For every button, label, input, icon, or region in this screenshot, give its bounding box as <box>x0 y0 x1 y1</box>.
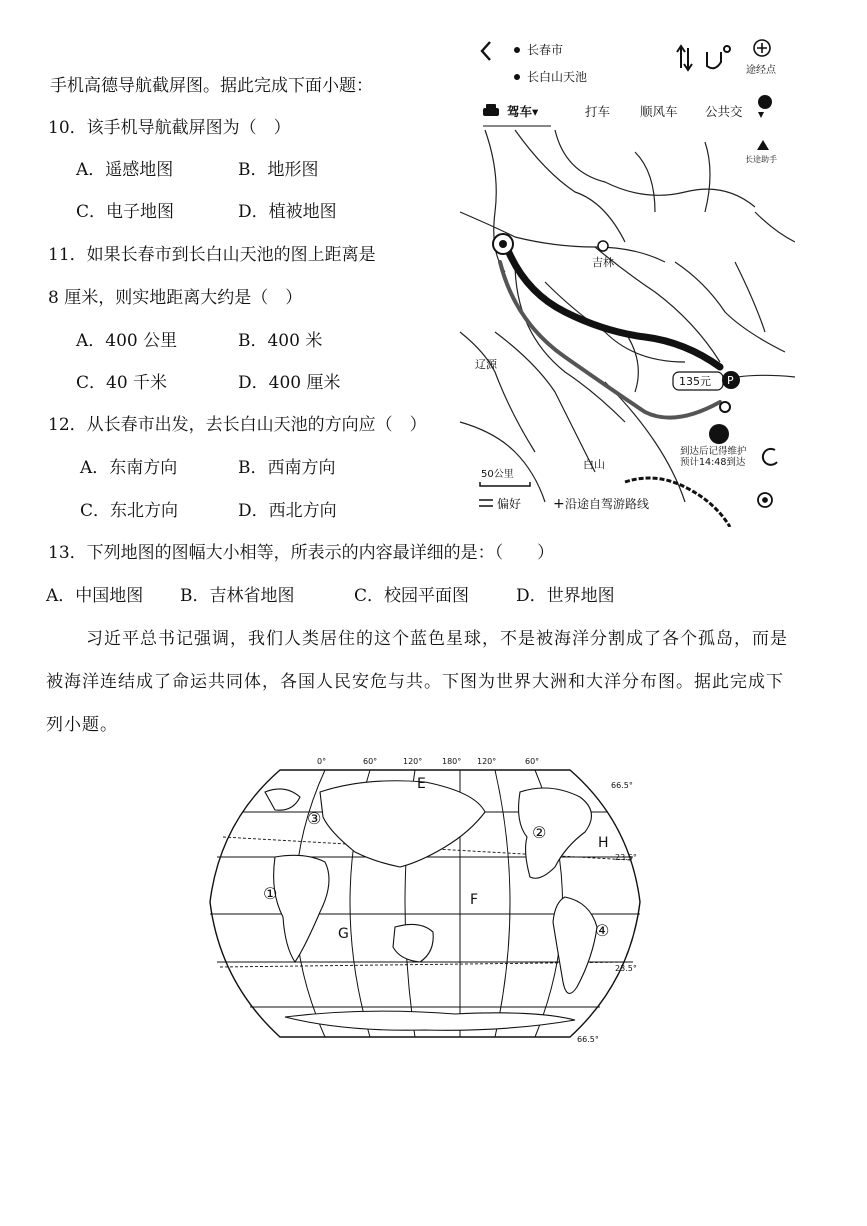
locate-icon[interactable] <box>758 493 772 507</box>
destination-label[interactable]: 长白山天池 <box>527 70 588 84</box>
question-11-stem-line2: 8 厘米，则实地距离大约是（ ） <box>48 288 303 308</box>
q13-option-a[interactable]: A．中国地图 <box>46 586 144 606</box>
passage-line3: 列小题。 <box>46 715 118 735</box>
lat-label-66s: 66.5° <box>577 1035 599 1044</box>
tab-transit[interactable]: 公共交 <box>705 104 743 119</box>
tab-taxi[interactable]: 打车 <box>585 104 611 119</box>
destination-dot-icon <box>514 74 520 80</box>
arrival-line2: 预计14:48到达 <box>680 457 746 468</box>
passage-line1: 习近平总书记强调，我们人类居住的这个蓝色星球，不是被海洋分割成了各个孤岛，而是 <box>86 629 788 649</box>
lat-label-23n: 23.5° <box>615 853 637 862</box>
tab-carpool[interactable]: 顺风车 <box>640 104 678 119</box>
toll-label: 135元 <box>679 375 711 388</box>
q12-option-c[interactable]: C．东北方向 <box>80 501 179 521</box>
baishan-label: 白山 <box>583 458 605 471</box>
city-jilin-label: 吉林 <box>592 256 614 269</box>
origin-pin-icon <box>493 234 513 254</box>
navigation-screenshot <box>455 32 795 527</box>
lon-label-120w: 120° <box>477 757 497 766</box>
assistant-icon[interactable] <box>757 140 769 150</box>
city-liaoyuan-label: 辽源 <box>475 358 497 371</box>
car-icon <box>483 104 499 116</box>
scale-label: 50公里 <box>481 469 514 480</box>
lon-label-180: 180° <box>442 757 462 766</box>
lat-label-23s: 23.5° <box>615 964 637 973</box>
lon-label-60: 60° <box>363 757 378 766</box>
q12-option-b[interactable]: B．西南方向 <box>238 458 336 478</box>
svg-text:P: P <box>727 374 734 387</box>
q11-option-b[interactable]: B．400 米 <box>238 331 323 351</box>
add-waypoint-icon[interactable] <box>754 40 770 56</box>
refresh-icon[interactable] <box>763 449 777 465</box>
intro-text: 手机高德导航截屏图。据此完成下面小题： <box>50 76 373 96</box>
lat-label-66n: 66.5° <box>611 781 633 790</box>
tab-drive[interactable]: 驾车▾ <box>507 104 539 119</box>
q13-option-c[interactable]: C．校园平面图 <box>354 586 470 606</box>
preference-icon[interactable] <box>479 500 493 506</box>
continent-number-1: ① <box>263 884 278 903</box>
lon-label-0: 0° <box>317 757 327 766</box>
origin-label[interactable]: 长春市 <box>527 43 564 57</box>
scale-bar <box>480 482 530 486</box>
parking-pin-icon <box>722 371 740 389</box>
question-12-stem: 12．从长春市出发，去长白山天池的方向应（ ） <box>48 415 427 435</box>
q11-option-a[interactable]: A．400 公里 <box>76 331 178 351</box>
destination-pin-icon <box>720 402 730 412</box>
arrival-line1: 到达后记得维护 <box>680 446 747 457</box>
q11-option-d[interactable]: D．400 厘米 <box>238 373 341 393</box>
question-11-stem-line1: 11．如果长春市到长白山天池的图上距离是 <box>48 245 376 265</box>
q10-option-b[interactable]: B．地形图 <box>238 160 319 180</box>
lon-label-60w: 60° <box>525 757 540 766</box>
voice-icon[interactable] <box>707 46 730 68</box>
scenic-route-button[interactable]: 沿途自驾游路线 <box>565 497 650 511</box>
q10-option-d[interactable]: D．植被地图 <box>238 202 337 222</box>
question-13-stem: 13．下列地图的图幅大小相等，所表示的内容最详细的是：（ ） <box>48 543 555 563</box>
swap-icon[interactable] <box>677 46 692 70</box>
arrival-avatar-icon <box>709 424 729 444</box>
continent-number-4: ④ <box>595 921 610 940</box>
q12-option-a[interactable]: A．东南方向 <box>80 458 178 478</box>
ocean-label-h: H <box>598 835 609 851</box>
back-arrow-icon[interactable] <box>482 42 490 60</box>
scenic-plus-icon[interactable]: + <box>553 496 565 512</box>
city-jilin-marker <box>598 241 608 251</box>
q13-option-b[interactable]: B．吉林省地图 <box>180 586 295 606</box>
q10-option-c[interactable]: C．电子地图 <box>76 202 175 222</box>
continent-number-2: ② <box>532 823 547 842</box>
q13-option-d[interactable]: D．世界地图 <box>516 586 615 606</box>
question-10-stem: 10．该手机导航截屏图为（ ） <box>48 118 291 138</box>
q12-option-d[interactable]: D．西北方向 <box>238 501 337 521</box>
ocean-label-f: F <box>470 892 479 908</box>
world-map <box>205 752 645 1052</box>
preference-button[interactable]: 偏好 <box>497 497 522 511</box>
more-modes-icon[interactable] <box>758 95 772 118</box>
assistant-label[interactable]: 长途助手 <box>745 155 777 164</box>
lon-label-120e: 120° <box>403 757 423 766</box>
passage-line2: 被海洋连结成了命运共同体，各国人民安危与共。下图为世界大洲和大洋分布图。据此完成下 <box>46 672 784 692</box>
ocean-label-e: E <box>417 776 426 792</box>
waypoint-label[interactable]: 途经点 <box>746 65 776 76</box>
origin-dot-icon <box>514 47 520 53</box>
q10-option-a[interactable]: A．遥感地图 <box>76 160 174 180</box>
ocean-label-g: G <box>338 926 349 942</box>
continent-number-3: ③ <box>307 809 322 828</box>
q11-option-c[interactable]: C．40 千米 <box>76 373 168 393</box>
